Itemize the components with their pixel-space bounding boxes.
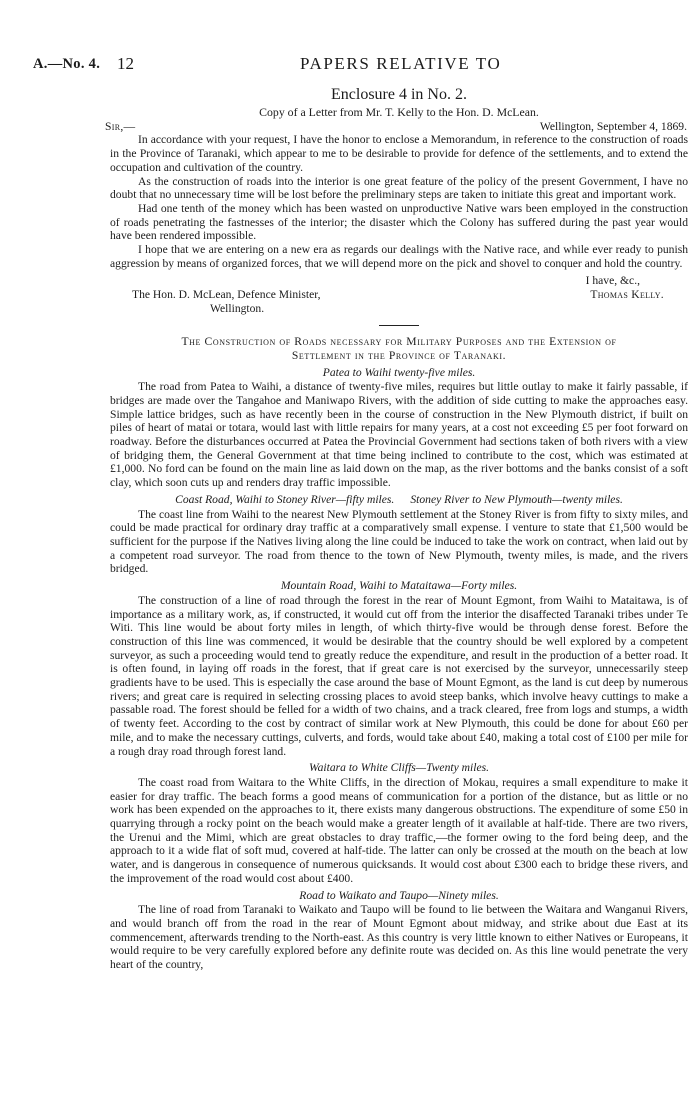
enclosure-heading: Enclosure 4 in No. 2.: [331, 86, 467, 103]
salutation: Sir,—: [105, 119, 136, 133]
section-text: The line of road from Taranaki to Waikato and Taupo will be found to lie between the Waitara and Wanganui Rivers, and would branch off from the road in the rear of Mount Egmont about midway, and strike about due East at its commencement, afterwards trending to the North-east. As this country is very little known to either Natives or Europeans, it would require to be very carefully explored before any definite route was decided on. As this line would penetrate the very heart of the country,: [110, 903, 688, 972]
running-title: PAPERS RELATIVE TO: [300, 54, 502, 73]
letter-paragraph: I hope that we are entering on a new era as regards our dealings with the Native race, and while ever ready to punish aggression by means of organized forces, that we will depend more on the pick and shovel to conquer and hold the country.: [110, 243, 688, 270]
signature-row: [132, 288, 688, 302]
section-subheading-pair: [110, 493, 688, 507]
letter-paragraph: In accordance with your request, I have the honor to enclose a Memorandum, in reference to the construction of roads in the Province of Taranaki, which appear to me to be desirable to provide for defence of the settlements, and to extend the occupation and cultivation of the country.: [110, 133, 688, 174]
section-subheading: Stoney River to New Plymouth—twenty miles.: [410, 492, 623, 506]
page-number: 12: [117, 54, 134, 73]
addressee-place: Wellington.: [210, 301, 265, 315]
section-subheading: Road to Waikato and Taupo—Ninety miles.: [299, 888, 499, 902]
section-subheading: Mountain Road, Waihi to Mataitawa—Forty miles.: [280, 579, 518, 593]
section-text: The coast line from Waihi to the nearest New Plymouth settlement at the Stoney River is from fifty to sixty miles, and could be made practical for ordinary dray traffic at a comparatively small expense. I venture to state that £1,500 would be sufficient for the purpose if the Natives living along the line could be induced to take the work on contract, when laid out by a competent road surveyor. The road from thence to the town of New Plymouth, twenty miles, is made, and the rivers bridged.: [110, 507, 688, 576]
salutation-row: [105, 120, 688, 134]
section-subheading: Coast Road, Waihi to Stoney River—fifty miles.: [175, 492, 395, 506]
addressee: The Hon. D. McLean, Defence Minister,: [132, 288, 321, 302]
section-text: The construction of a line of road through the forest in the rear of Mount Egmont, from Waihi to Mataitawa, is of importance as a military work, as, if constructed, it would cut off from the interior the disaffected Taranaki tribes under Te Witi. This line would be about forty miles in length, of which thirty-five would be through dense forest. Before the construction of this line was commenced, it would be desirable that the country should be well explored by a competent surveyor, as such a proceeding would tend to greatly reduce the expenditure, and result in the production of a better road. It is often found, in laying off roads in the forest, that if great care is not exercised by the surveyor, unnecessarily steep gradients have to be used. This is especially the case around the base of Mount Egmont, as the land is cut deep by numerous rivers; and great care is required in selecting crossing places to avoid steep banks, which involve heavy cuttings to make a passable road. The forest should be felled for a width of two chains, and a track cleared, free from logs and stumps, a width of twenty feet. According to the cost by contract of similar work at New Plymouth, this could be done for about £60 per mile, and to make the necessary cuttings, culverts, and fords, would take about £40, making a total cost of £100 per mile for a rough dray road through forest land.: [110, 593, 688, 758]
section-subheading: Patea to Waihi twenty-five miles.: [322, 365, 476, 379]
letter-paragraph: Had one tenth of the money which has been wasted on unproductive Native wars been employed in the construction of roads penetrating the fastnesses of the interior; the disaster which the Colony has suffered during the past year would have been rendered impossible.: [110, 201, 688, 243]
memorandum-title-cont: Settlement in the Province of Taranaki.: [291, 348, 507, 362]
page-body: [105, 84, 688, 972]
closing: I have, &c.,: [585, 274, 640, 288]
place-date: Wellington, September 4, 1869.: [539, 119, 687, 133]
memorandum-title: The Construction of Roads necessary for Military Purposes and the Extension of: [181, 334, 617, 348]
parliamentary-paper-ref: A.—No. 4.: [33, 56, 101, 72]
section-subheading: Waitara to White Cliffs—Twenty miles.: [308, 761, 490, 775]
page-header: [0, 54, 700, 80]
letter-paragraph: As the construction of roads into the interior is one great feature of the policy of the present Government, I have no doubt that no unnecessary time will be lost before the preliminary steps are taken to initiate this great and important work.: [110, 174, 688, 202]
copy-line: Copy of a Letter from Mr. T. Kelly to the Hon. D. McLean.: [259, 105, 539, 119]
signature: Thomas Kelly.: [590, 288, 664, 302]
divider: [379, 325, 419, 326]
section-text: The road from Patea to Waihi, a distance of twenty-five miles, requires but little outlay to make it fairly passable, if bridges are made over the Tangahoe and Maniwapo Rivers, with the addition of side cutting to make the approaches easy. Simple lattice bridges, such as have recently been in the course of construction in the New Plymouth district, if built on piles of heart of matai or totara, would last with little repairs for many years, at a cost not exceeding £5 per foot forward on roadway. Before the disturbances occurred at Patea the Provincial Government had sections taken of both rivers with a view of bridging them, the General Government at that time being inclined to contribute to the cost, which was estimated at £1,000. No ford can be found on the main line as laid down on the map, as the river bottoms and the banks consist of a soft clay, which soon cuts up and renders dray traffic impossible.: [110, 380, 688, 490]
section-text: The coast road from Waitara to the White Cliffs, in the direction of Mokau, requires a small expenditure to make it easier for dray traffic. The beach forms a good means of communication for a portion of the distance, but as little or no work has been expended on the approaches to it, there exists many dangerous obstructions. The expenditure of some £50 in quarrying through a rocky point on the beach would make a greater length of it available at half-tide. There are two rivers, the Urenui and the Mimi, which are great obstacles to dray traffic,—the former owing to the ford being deep, and the approach to it a wide flat of soft mud, covered at half-tide. The latter can only be crossed at the mouth on the beach at low water, and is dangerous in consequence of numerous quicksands. It would cost about £300 each to bridge these rivers, and the improvement of the road would cost about £400.: [110, 775, 688, 885]
